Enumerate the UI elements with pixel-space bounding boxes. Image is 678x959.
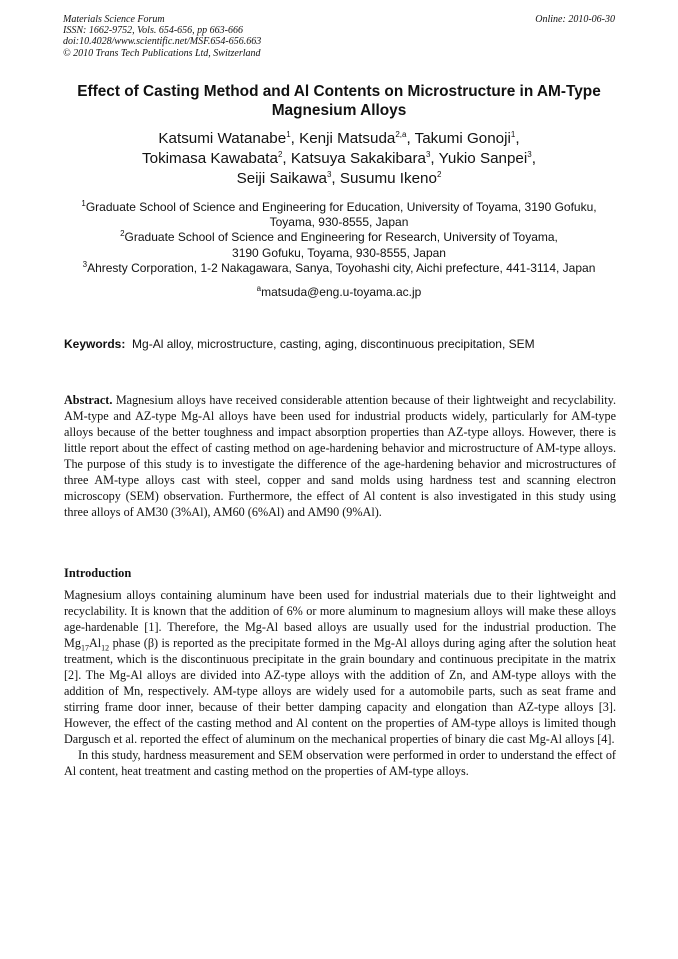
author-name: Seiji Saikawa: [236, 170, 327, 187]
author-sep: ,: [290, 130, 300, 147]
affiliation-text: Graduate School of Science and Engineering for Research, University of Toyama,: [124, 230, 558, 245]
journal-copyright: © 2010 Trans Tech Publications Ltd, Switzerland: [63, 47, 261, 59]
author-sup: 1: [510, 129, 516, 139]
journal-name: Materials Science Forum: [63, 14, 165, 25]
affiliation-1: [40, 200, 638, 215]
intro-text: phase (β) is reported as the precipitate formed in the Mg-Al alloys during aging after the solution heat treatment, which is the discontinuous precipitate in the grain boundary and continuous precipitate in the matrix [2]. The Mg-Al alloys are divided into AZ-type alloys with the addition of Zn, and AM-type alloys with the addition of Mn, respectively. AM-type alloys are widely used for a automobile parts, such as seat frame and stirring frame door inner, because of their better damping capacity and elongation than AZ-type alloys [3]. However, the effect of the casting method and Al content on the properties of AM-type alloys is limited though Dargusch et al. reported the effect of aluminum on the mechanical properties of binary die cast Mg-Al alloys [4].: [64, 636, 616, 746]
keywords-text: Mg-Al alloy, microstructure, casting, aging, discontinuous precipitation, SEM: [132, 337, 535, 351]
subscript: 17: [80, 643, 89, 653]
author-sep: ,: [331, 170, 340, 187]
affiliations: [40, 200, 638, 276]
affiliation-2-cont: 3190 Gofuku, Toyama, 930-8555, Japan: [232, 245, 446, 260]
author-sup: 2: [277, 149, 283, 159]
subscript: 12: [101, 643, 110, 653]
introduction: [64, 587, 616, 779]
affiliation-sup: 3: [82, 259, 88, 269]
journal-issn: ISSN: 1662-9752, Vols. 654-656, pp 663-666: [63, 25, 243, 37]
author-name: Tokimasa Kawabata: [142, 150, 278, 167]
abstract-label: Abstract.: [64, 393, 113, 407]
intro-text: Al: [88, 636, 102, 650]
author-sep: ,: [282, 150, 291, 167]
author-name: Susumu Ikeno: [339, 170, 437, 187]
author-sep: ,: [430, 150, 439, 167]
abstract-text: Magnesium alloys have received considerable attention because of their lightweight and recyclability. AM-type and AZ-type Mg-Al alloys have been used for industrial products widely, particularly for AM-type alloys because of the better toughness and impact absorption properties than AZ-type alloys. However, there is little report about the effect of casting method on age-hardening behavior and microstructure of AM-type alloys. The purpose of this study is to investigate the difference of the age-hardening behavior and microstructures of three AM-type alloys cast with steel, copper and sand molds using hardness test and scanning electron microscopy (SEM) observation. Furthermore, the effect of Al content is also investigated in this study using three alloys of AM30 (3%Al), AM60 (6%Al) and AM90 (9%Al).: [64, 393, 617, 519]
author-name: Kenji Matsuda: [299, 130, 396, 147]
author-name: Katsumi Watanabe: [158, 130, 287, 147]
intro-paragraph-2: In this study, hardness measurement and SEM observation were performed in order to understand the effect of Al content, heat treatment and casting method on the properties of AM-type alloys.: [64, 748, 616, 778]
keywords-label: Keywords:: [64, 337, 126, 351]
email-sup: a: [256, 284, 262, 293]
email-address[interactable]: matsuda@eng.u-toyama.ac.jp: [261, 285, 422, 299]
author-sup: 3: [527, 149, 532, 159]
author-list: [40, 129, 638, 189]
affiliation-3: [40, 261, 638, 276]
author-sup: 3: [425, 149, 431, 159]
keywords: [64, 337, 616, 351]
author-sep: ,: [515, 130, 520, 147]
journal-header: [63, 14, 615, 59]
author-sup: 2: [436, 169, 442, 179]
online-date: Online: 2010-06-30: [535, 14, 615, 25]
introduction-heading: Introduction: [64, 566, 132, 580]
journal-doi: doi:10.4028/www.scientific.net/MSF.654-656.663: [63, 36, 262, 48]
author-sup: 2,a: [395, 129, 407, 139]
abstract: [64, 392, 616, 520]
affiliation-text: Graduate School of Science and Engineering for Education, University of Toyama, 3190 Gofuku,: [85, 200, 597, 214]
author-name: Yukio Sanpei: [438, 150, 528, 167]
author-sep: ,: [531, 150, 536, 167]
author-name: Takumi Gonoji: [414, 130, 511, 147]
author-sep: ,: [406, 130, 415, 147]
author-sup: 3: [326, 169, 332, 179]
intro-paragraph-1: [64, 587, 616, 747]
affiliation-2: [40, 230, 638, 245]
affiliation-1-cont: Toyama, 930-8555, Japan: [269, 215, 409, 230]
intro-text: Magnesium alloys containing aluminum have been used for industrial materials due to their lightweight and recyclability. It is known that the addition of 6% or more aluminum to magnesium alloys will make these alloys age-hardenable [1]. Therefore, the Mg-Al based alloys are usually used for the industrial production. The Mg: [64, 588, 616, 650]
affiliation-text: Ahresty Corporation, 1-2 Nakagawara, Sanya, Toyohashi city, Aichi prefecture, 441-3114, Japan: [87, 260, 596, 275]
affiliation-sup: 2: [120, 229, 125, 239]
author-sup: 1: [286, 129, 291, 139]
affiliation-sup: 1: [81, 199, 86, 208]
paper-title: Effect of Casting Method and Al Contents on Microstructure in AM-Type Magnesium Alloys: [77, 83, 601, 119]
author-name: Katsuya Sakakibara: [290, 150, 426, 167]
corresponding-email: [40, 285, 638, 299]
